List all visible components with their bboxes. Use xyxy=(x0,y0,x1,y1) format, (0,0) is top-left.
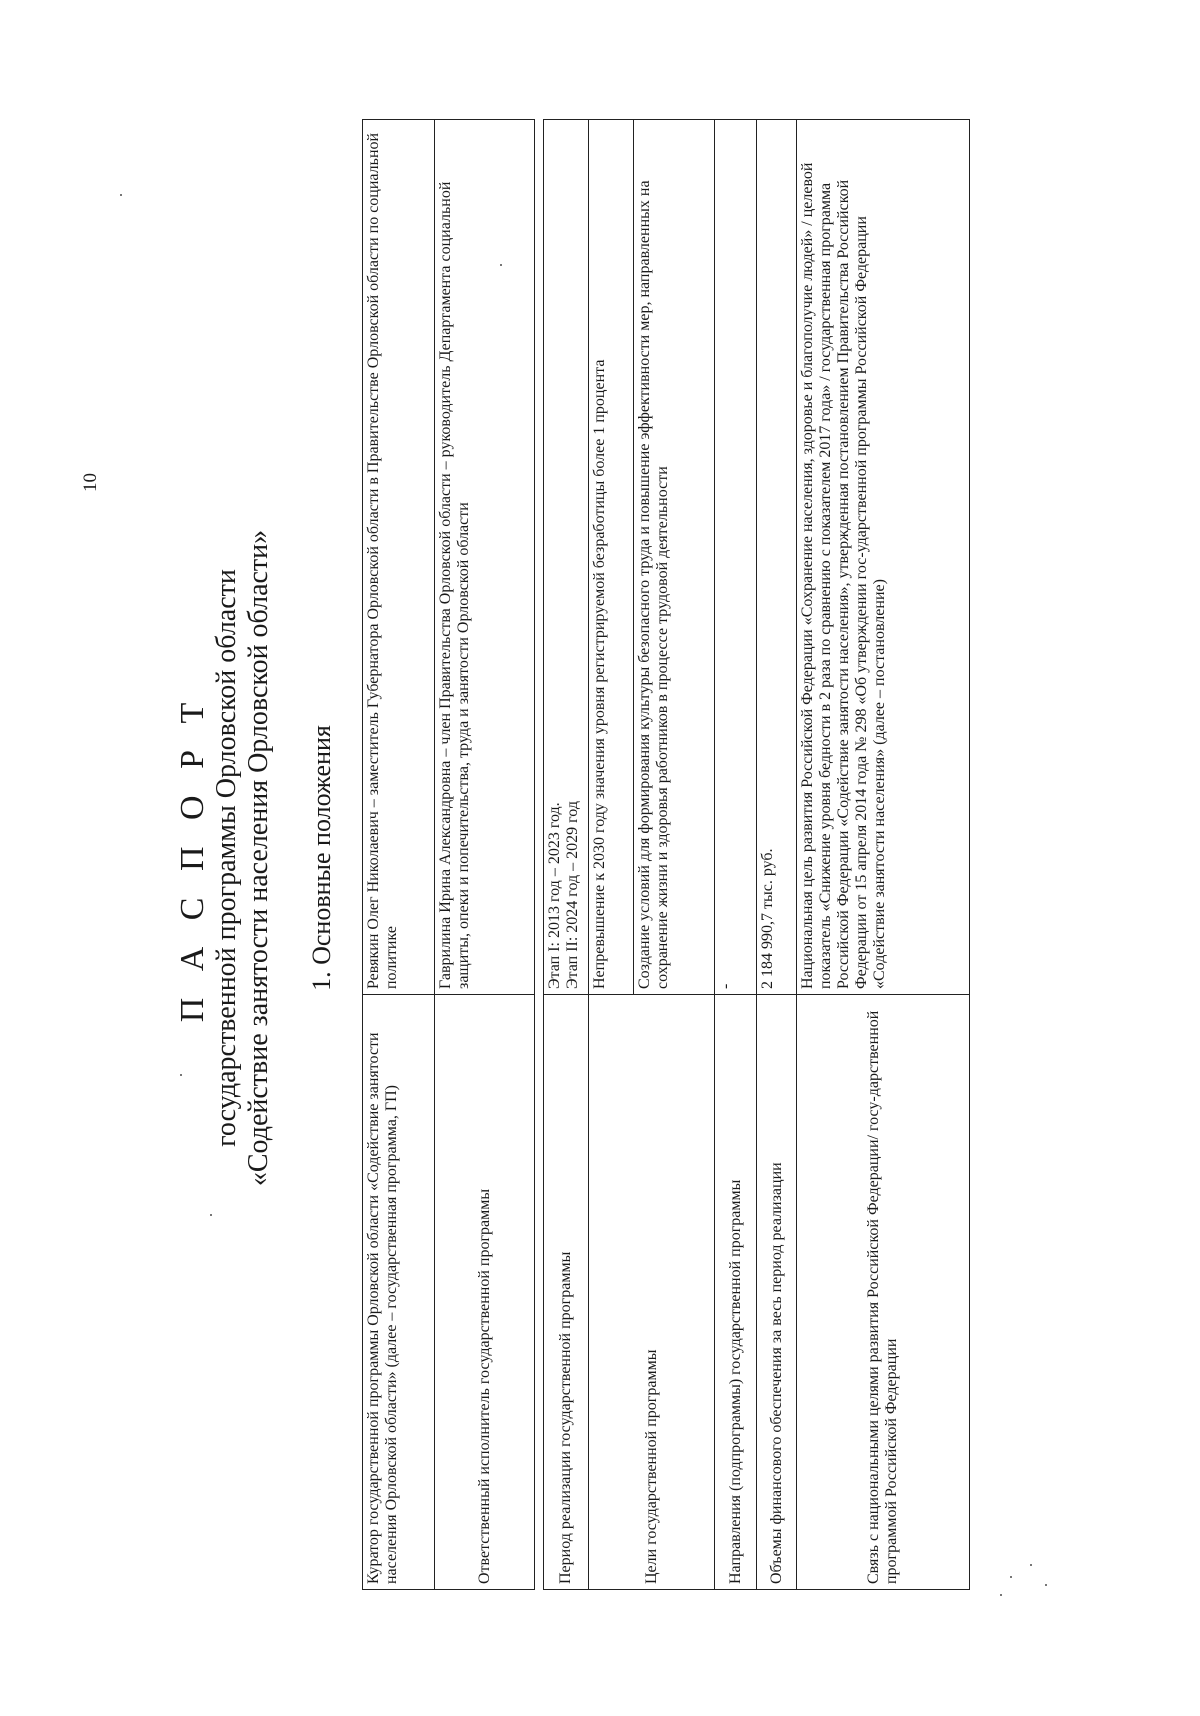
document-subtitle-line-2: «Содействие занятости населения Орловской области» xyxy=(243,529,274,1187)
period-stage-2: Этап II: 2024 год – 2029 год xyxy=(564,801,581,989)
section-heading: 1. Основные положения xyxy=(307,725,336,991)
scan-speck xyxy=(120,194,122,196)
scan-speck xyxy=(1000,1594,1002,1596)
row-label-funding: Объемы финансового обеспечения за весь период реализации xyxy=(757,995,797,1590)
table-row xyxy=(544,120,589,1590)
title-block xyxy=(175,0,275,1716)
row-value-curator: Ревякин Олег Николаевич – заместитель Губернатора Орловской области в Правительстве Орловской области по социальной политике xyxy=(363,120,435,995)
row-label-directions: Направления (подпрограммы) государственной программы xyxy=(715,995,757,1590)
row-value-directions: - xyxy=(715,120,757,995)
row-label-period: Период реализации государственной программы xyxy=(544,995,589,1590)
scan-speck xyxy=(500,264,502,266)
table-row xyxy=(363,120,435,1590)
row-value-national-goals: Национальная цель развития Российской Федерации «Сохранение населения, здоровье и благополучие людей» / целевой показатель «Снижение уровня бедности в 2 раза по сравнению с показателем 2017 года» / государственная программа Российской Федерации «Содействие занятости населения», утвержденная постановлением Правительства Российской Федерации от 15 апреля 2014 года № 298 «Об утверждении гос-ударственной программы Российской Федерации «Содействие занятости населения» (далее – постановление) xyxy=(797,120,970,995)
scan-speck xyxy=(180,1074,182,1076)
table-row xyxy=(435,120,535,1590)
passport-table-1 xyxy=(362,119,535,1590)
row-value-period xyxy=(544,120,589,995)
page-number: 10 xyxy=(80,473,101,492)
table-row xyxy=(757,120,797,1590)
table-row xyxy=(715,120,757,1590)
row-label-executor: Ответственный исполнитель государственной программы xyxy=(435,995,535,1590)
scan-speck xyxy=(1030,1564,1032,1566)
document-title: П А С П О Р Т xyxy=(174,693,211,1023)
row-value-goal-2: Создание условий для формирования культуры безопасного труда и повышение эффективности мер, направленных на сохранение жизни и здоровья работников в процессе трудовой деятельности xyxy=(634,120,715,995)
row-value-executor: Гаврилина Ирина Александровна – член Правительства Орловской области – руководитель Департамента социальной защиты, опеки и попечительства, труда и занятости Орловской области xyxy=(435,120,535,995)
row-label-national-goals: Связь с национальными целями развития Российской Федерации/ госу-дарственной программой Российской Федерации xyxy=(797,995,970,1590)
table-row xyxy=(589,120,634,1590)
scan-speck xyxy=(1045,1584,1047,1586)
table-row xyxy=(797,120,970,1590)
row-value-goal-1: Непревышение к 2030 году значения уровня регистрируемой безработицы более 1 процента xyxy=(589,120,634,995)
document-subtitle-line-1: государственной программы Орловской области xyxy=(211,569,242,1147)
row-label-goals: Цели государственной программы xyxy=(589,995,715,1590)
row-value-funding: 2 184 990,7 тыс. руб. xyxy=(757,120,797,995)
scan-speck xyxy=(210,1214,212,1216)
scan-speck xyxy=(1010,1576,1012,1578)
row-label-curator: Куратор государственной программы Орловской области «Содействие занятости населения Орловской области» (далее – государственная программа, ГП) xyxy=(363,995,435,1590)
period-stage-1: Этап I: 2013 год – 2023 год. xyxy=(546,802,563,989)
passport-table-2 xyxy=(543,119,970,1590)
